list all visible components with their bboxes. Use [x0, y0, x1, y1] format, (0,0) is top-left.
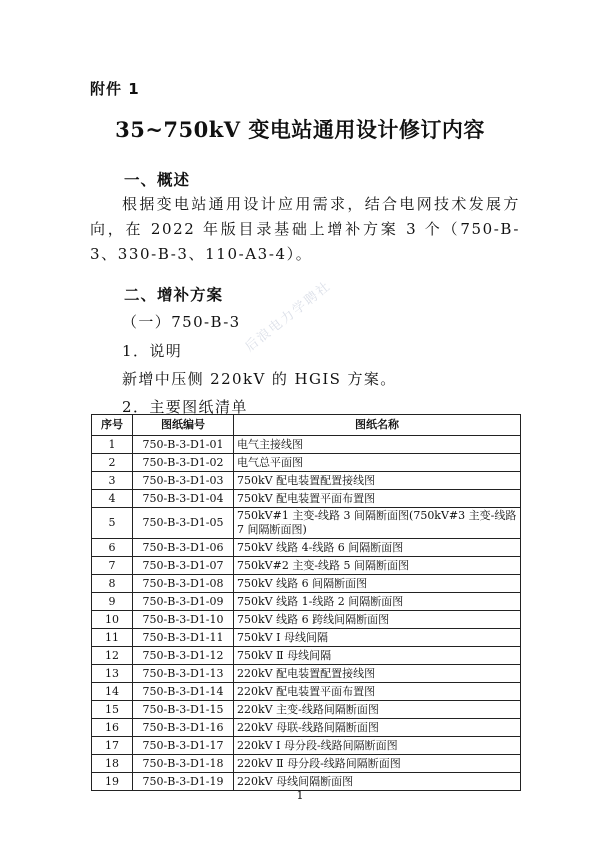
cell-name: 750kV Ⅰ 母线间隔	[234, 629, 521, 647]
table-row	[92, 436, 521, 454]
cell-number: 11	[92, 629, 133, 647]
table-row	[92, 611, 521, 629]
table-header-row	[92, 415, 521, 436]
table-row	[92, 557, 521, 575]
cell-name: 220kV 母联-线路间隔断面图	[234, 719, 521, 737]
cell-name: 220kV Ⅱ 母分段-线路间隔断面图	[234, 755, 521, 773]
cell-code: 750-B-3-D1-08	[133, 575, 234, 593]
cell-code: 750-B-3-D1-07	[133, 557, 234, 575]
cell-code: 750-B-3-D1-11	[133, 629, 234, 647]
table-row	[92, 683, 521, 701]
cell-name: 750kV 线路 4-线路 6 间隔断面图	[234, 539, 521, 557]
table-row	[92, 755, 521, 773]
cell-name: 电气总平面图	[234, 454, 521, 472]
cell-name: 750kV 配电装置平面布置图	[234, 490, 521, 508]
cell-number: 16	[92, 719, 133, 737]
section-heading-overview: 一、概述	[124, 171, 191, 189]
cell-number: 3	[92, 472, 133, 490]
table-row	[92, 647, 521, 665]
page-title: 35~750kV 变电站通用设计修订内容	[115, 117, 485, 142]
cell-number: 8	[92, 575, 133, 593]
cell-name: 220kV 配电装置配置接线图	[234, 665, 521, 683]
page-number: 1	[296, 789, 304, 802]
cell-code: 750-B-3-D1-02	[133, 454, 234, 472]
cell-code: 750-B-3-D1-18	[133, 755, 234, 773]
cell-code: 750-B-3-D1-03	[133, 472, 234, 490]
cell-code: 750-B-3-D1-10	[133, 611, 234, 629]
table-row	[92, 508, 521, 539]
overview-paragraph: 根据变电站通用设计应用需求，结合电网技术发展方向，在 2022 年版目录基础上增补方案 3 个（750-B-3、330-B-3、110-A3-4）。	[90, 195, 520, 263]
table-row	[92, 773, 521, 791]
table-row	[92, 472, 521, 490]
subsection-heading: （一）750-B-3	[122, 313, 241, 331]
cell-name: 750kV 线路 1-线路 2 间隔断面图	[234, 593, 521, 611]
cell-name: 电气主接线图	[234, 436, 521, 454]
description-text: 新增中压侧 220kV 的 HGIS 方案。	[122, 370, 397, 388]
cell-number: 18	[92, 755, 133, 773]
cell-name: 750kV Ⅱ 母线间隔	[234, 647, 521, 665]
cell-code: 750-B-3-D1-12	[133, 647, 234, 665]
table-body	[92, 436, 521, 791]
cell-number: 15	[92, 701, 133, 719]
cell-name: 220kV 配电装置平面布置图	[234, 683, 521, 701]
cell-number: 19	[92, 773, 133, 791]
item-heading-drawing-list: 2．主要图纸清单	[122, 398, 248, 416]
cell-name: 220kV 母线间隔断面图	[234, 773, 521, 791]
table-row	[92, 490, 521, 508]
cell-code: 750-B-3-D1-15	[133, 701, 234, 719]
cell-code: 750-B-3-D1-16	[133, 719, 234, 737]
table-row	[92, 629, 521, 647]
cell-code: 750-B-3-D1-17	[133, 737, 234, 755]
cell-name: 750kV#2 主变-线路 5 间隔断面图	[234, 557, 521, 575]
table-row	[92, 575, 521, 593]
cell-number: 4	[92, 490, 133, 508]
table-row	[92, 539, 521, 557]
column-header-name: 图纸名称	[234, 415, 521, 436]
table-row	[92, 665, 521, 683]
table-row	[92, 593, 521, 611]
cell-number: 7	[92, 557, 133, 575]
cell-code: 750-B-3-D1-13	[133, 665, 234, 683]
cell-code: 750-B-3-D1-04	[133, 490, 234, 508]
watermark: 后浪电力学聘社	[242, 278, 335, 355]
table-row	[92, 701, 521, 719]
cell-code: 750-B-3-D1-14	[133, 683, 234, 701]
table-row	[92, 737, 521, 755]
cell-number: 2	[92, 454, 133, 472]
cell-number: 14	[92, 683, 133, 701]
cell-number: 10	[92, 611, 133, 629]
cell-number: 6	[92, 539, 133, 557]
cell-name: 750kV 配电装置配置接线图	[234, 472, 521, 490]
table-row	[92, 719, 521, 737]
cell-number: 9	[92, 593, 133, 611]
section-heading-supplement: 二、增补方案	[124, 286, 224, 304]
cell-name: 750kV 线路 6 跨线间隔断面图	[234, 611, 521, 629]
cell-code: 750-B-3-D1-19	[133, 773, 234, 791]
attachment-label: 附件 1	[90, 80, 140, 98]
cell-number: 17	[92, 737, 133, 755]
cell-name: 220kV 主变-线路间隔断面图	[234, 701, 521, 719]
column-header-code: 图纸编号	[133, 415, 234, 436]
table-row	[92, 454, 521, 472]
cell-name: 220kV Ⅰ 母分段-线路间隔断面图	[234, 737, 521, 755]
cell-code: 750-B-3-D1-06	[133, 539, 234, 557]
cell-number: 12	[92, 647, 133, 665]
cell-number: 13	[92, 665, 133, 683]
cell-number: 1	[92, 436, 133, 454]
cell-name: 750kV 线路 6 间隔断面图	[234, 575, 521, 593]
cell-code: 750-B-3-D1-09	[133, 593, 234, 611]
column-header-number: 序号	[92, 415, 133, 436]
cell-code: 750-B-3-D1-05	[133, 508, 234, 539]
cell-code: 750-B-3-D1-01	[133, 436, 234, 454]
cell-number: 5	[92, 508, 133, 539]
cell-name: 750kV#1 主变-线路 3 间隔断面图(750kV#3 主变-线路 7 间隔断面图)	[234, 508, 521, 539]
drawing-list-table	[91, 414, 521, 791]
item-heading-description: 1．说明	[122, 342, 183, 360]
